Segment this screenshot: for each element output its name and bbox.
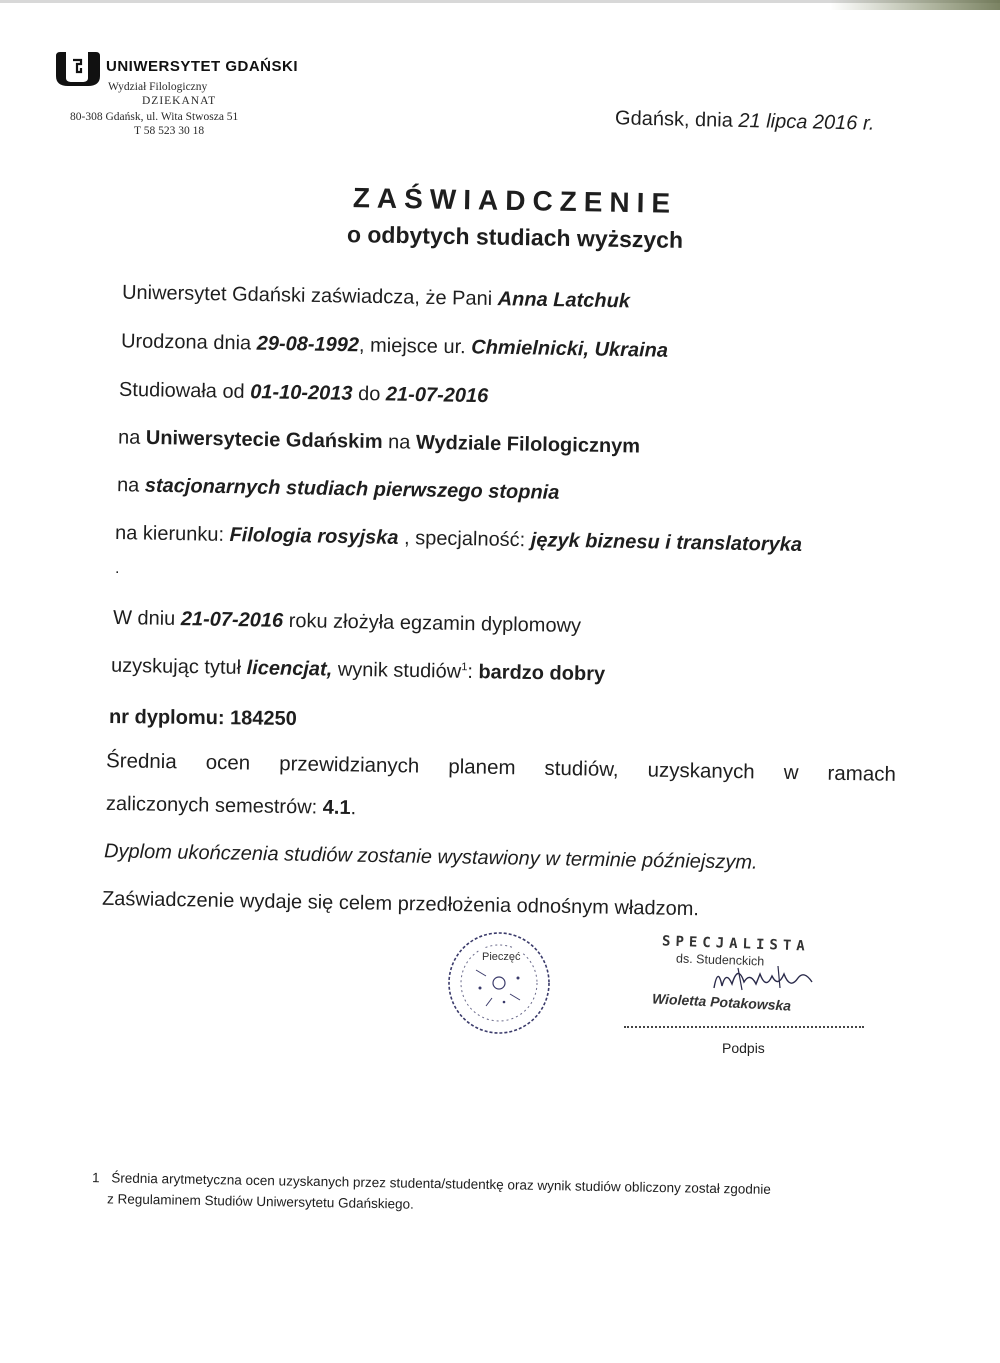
body-line-5 xyxy=(117,474,560,505)
birth-date: 29-08-1992 xyxy=(256,332,360,357)
office-phone: T 58 523 30 18 xyxy=(134,125,205,137)
na-word: na xyxy=(116,474,140,497)
avg-word: przewidzianych xyxy=(278,752,420,778)
footnote-marker: 1 xyxy=(91,1170,100,1186)
grade-average: 4.1 xyxy=(322,796,351,820)
signatory-dept: ds. Studenckich xyxy=(675,951,765,969)
avg-word: ocen xyxy=(205,750,251,775)
signature-label: Podpis xyxy=(722,1040,765,1056)
diploma-note: Dyplom ukończenia studiów zostanie wystawiony w terminie późniejszym. xyxy=(103,840,758,874)
stamp-label: Pieczęć xyxy=(482,951,521,963)
office-name: DZIEKANAT xyxy=(142,95,217,107)
office-address: 80-308 Gdańsk, ul. Wita Stwosza 51 xyxy=(70,111,239,123)
na-word: na xyxy=(387,431,411,454)
body-line-10 xyxy=(106,749,896,787)
study-mode: stacjonarnych studiach pierwszego stopnia xyxy=(144,474,560,504)
official-stamp-icon xyxy=(446,930,552,1036)
body-line-7 xyxy=(113,607,581,638)
studied-label: Studiowała od xyxy=(118,378,245,403)
born-label: Urodzona dnia xyxy=(120,330,252,355)
degree-label: uzyskując tytuł xyxy=(110,654,242,679)
result-label: wynik studiów xyxy=(337,658,462,683)
date-suffix: r. xyxy=(862,112,875,135)
field-label: na kierunku: xyxy=(114,522,225,546)
date-prefix: Gdańsk, dnia xyxy=(614,107,734,132)
faculty-locative: Wydziale Filologicznym xyxy=(415,431,641,458)
document-title: ZAŚWIADCZENIE xyxy=(352,182,678,219)
stray-dot: . xyxy=(115,560,120,577)
study-end-date: 21-07-2016 xyxy=(385,383,489,408)
field-of-study: Filologia rosyjska xyxy=(229,524,399,549)
avg-word: uzyskanych xyxy=(647,758,755,784)
diploma-number: nr dyplomu: 184250 xyxy=(108,706,297,730)
footnote-text-1: Średnia arytmetyczna ocen uzyskanych przez studenta/studentkę oraz wynik studiów obliczony został zgodnie xyxy=(111,1170,771,1197)
body-line-6 xyxy=(115,522,802,557)
body-line-1 xyxy=(122,282,630,314)
issue-date xyxy=(615,107,875,135)
body-line-4 xyxy=(118,426,640,458)
birthplace-label: , miejsce ur. xyxy=(358,334,466,359)
faculty-name: Wydział Filologiczny xyxy=(108,81,208,93)
line-dot: . xyxy=(350,797,357,820)
birth-place: Chmielnicki, Ukraina xyxy=(471,336,669,362)
semesters-label: zaliczonych semestrów: xyxy=(105,792,318,819)
specialty-label: , specjalność: xyxy=(403,527,526,552)
signatory-name: Wioletta Potakowska xyxy=(651,990,792,1014)
scan-corner-artifact xyxy=(830,0,1000,10)
avg-word: planem xyxy=(448,755,516,780)
study-start-date: 01-10-2013 xyxy=(250,381,353,405)
degree-title: licencjat, xyxy=(246,657,333,681)
exam-text: roku złożyła egzamin dyplomowy xyxy=(288,609,582,638)
university-name: UNIWERSYTET GDAŃSKI xyxy=(106,58,299,75)
result-colon: : xyxy=(467,660,474,684)
signature-line xyxy=(624,1026,864,1028)
on-day-label: W dniu xyxy=(112,606,176,631)
avg-word: studiów, xyxy=(544,756,619,782)
footnote-ref: 1 xyxy=(461,661,468,674)
avg-word: w xyxy=(783,760,799,785)
intro-text: Uniwersytet Gdański zaświadcza, że Pani xyxy=(121,281,493,311)
body-line-8 xyxy=(111,655,605,687)
date-value: 21 lipca 2016 xyxy=(738,109,858,135)
body-line-3 xyxy=(119,379,489,408)
document-subtitle: o odbytych studiach wyższych xyxy=(346,221,684,253)
specialty: język biznesu i translatoryka xyxy=(530,529,803,556)
signature-block xyxy=(640,930,880,1060)
body-line-11 xyxy=(106,793,356,820)
body-line-2 xyxy=(121,330,668,363)
university-logo-icon xyxy=(52,50,102,88)
to-label: do xyxy=(357,382,381,406)
purpose-note: Zaświadczenie wydaje się celem przedłożenia odnośnym władzom. xyxy=(101,887,700,921)
study-result: bardzo dobry xyxy=(478,661,606,686)
exam-date: 21-07-2016 xyxy=(180,608,284,632)
na-word: na xyxy=(117,426,141,449)
student-name: Anna Latchuk xyxy=(497,288,631,313)
avg-word: Średnia xyxy=(105,749,177,774)
signatory-role: SPECJALISTA xyxy=(661,933,810,955)
footnote-line-2: z Regulaminem Studiów Uniwersytetu Gdańskiego. xyxy=(106,1191,415,1212)
university-locative: Uniwersytecie Gdańskim xyxy=(145,426,383,454)
avg-word: ramach xyxy=(827,761,897,786)
